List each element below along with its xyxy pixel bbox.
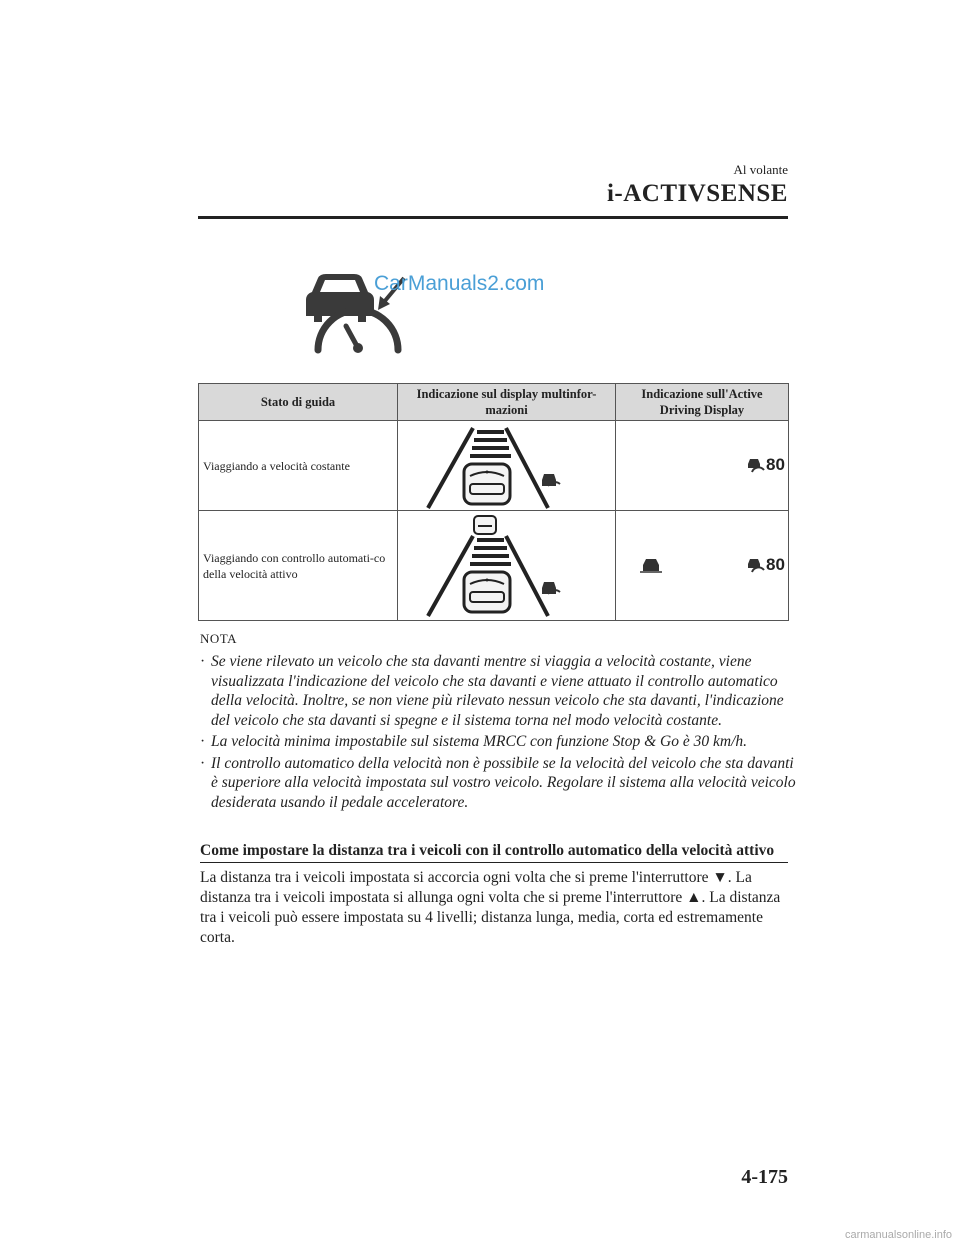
section-label: Al volante [733, 162, 788, 177]
note-list [200, 652, 800, 814]
note-item-text: Se viene rilevato un veicolo che sta davanti mentre si viaggia a velocità costante, viene visualizzata l'indicazione del veicolo che sta davanti e viene attuato il controllo automatico della velocità. Inoltre, se non viene più rilevato nessun veicolo che sta davanti, l'indicazione del veicolo che sta davanti si spegne e il sistema torna nel modo velocità costante. [211, 653, 784, 729]
chapter-title: i-ACTIVSENSE [606, 180, 788, 207]
header-driving-state: Stato di guida [199, 384, 398, 421]
cruise-mini-icon [746, 556, 766, 574]
header-active-driving-display: Indicazione sull'Active Driving Display [616, 384, 789, 421]
bullet-icon: · [200, 754, 206, 772]
multinfo-display-cell [398, 511, 616, 621]
table-row [199, 421, 789, 511]
driving-state-cell: Viaggiando con controllo automati-co della velocità attivo [199, 511, 398, 621]
lane-display-icon [398, 422, 603, 510]
up-arrow-icon: ▲ [686, 889, 702, 906]
active-driving-display-cell [616, 511, 789, 621]
watermark-text: CarManuals2.com [374, 272, 545, 295]
speed-value: 80 [766, 455, 785, 474]
status-table [198, 383, 789, 621]
section-subheading: Come impostare la distanza tra i veicoli con il controllo automatico della velocità attivo [200, 842, 788, 863]
note-title: NOTA [200, 631, 238, 646]
cruise-mini-icon [746, 456, 766, 474]
lead-vehicle-icon [640, 557, 662, 573]
multinfo-display-cell [398, 421, 616, 511]
paragraph-text: . La distanza tra i veicoli impostata si allunga ogni volta che si preme l'interruttore [200, 869, 752, 906]
down-arrow-icon: ▼ [712, 869, 728, 886]
paragraph-text: La distanza tra i veicoli impostata si accorcia ogni volta che si preme l'interruttore [200, 869, 713, 886]
active-driving-display-cell [616, 421, 789, 511]
page-number: 4-175 [741, 1166, 788, 1188]
header-divider [198, 216, 788, 219]
body-paragraph [200, 868, 790, 948]
bullet-icon: · [200, 733, 206, 750]
header-multinfo-display: Indicazione sul display multinfor-mazioni [398, 384, 616, 421]
table-row [199, 511, 789, 621]
note-item [200, 754, 800, 813]
footer-watermark: carmanualsonline.info [844, 1229, 952, 1241]
note-item-text: Il controllo automatico della velocità non è possibile se la velocità del veicolo che sta davanti è superiore alla velocità impostata sul vostro veicolo. Regolare il sistema alla velocità veicolo desiderata usando il pedale acceleratore. [211, 754, 796, 811]
note-item-text: La velocità minima impostabile sul sistema MRCC con funzione Stop & Go è 30 km/h. [211, 733, 747, 750]
paragraph-text: . La distanza tra i veicoli può essere impostata su 4 livelli; distanza lunga, media, corta ed estremamente corta. [200, 889, 781, 946]
driving-state-cell: Viaggiando a velocità costante [199, 421, 398, 511]
speed-value: 80 [766, 555, 785, 574]
note-item [200, 732, 800, 752]
bullet-icon: · [200, 653, 206, 670]
lane-display-lead-vehicle-icon [398, 512, 603, 620]
note-item [200, 652, 800, 730]
